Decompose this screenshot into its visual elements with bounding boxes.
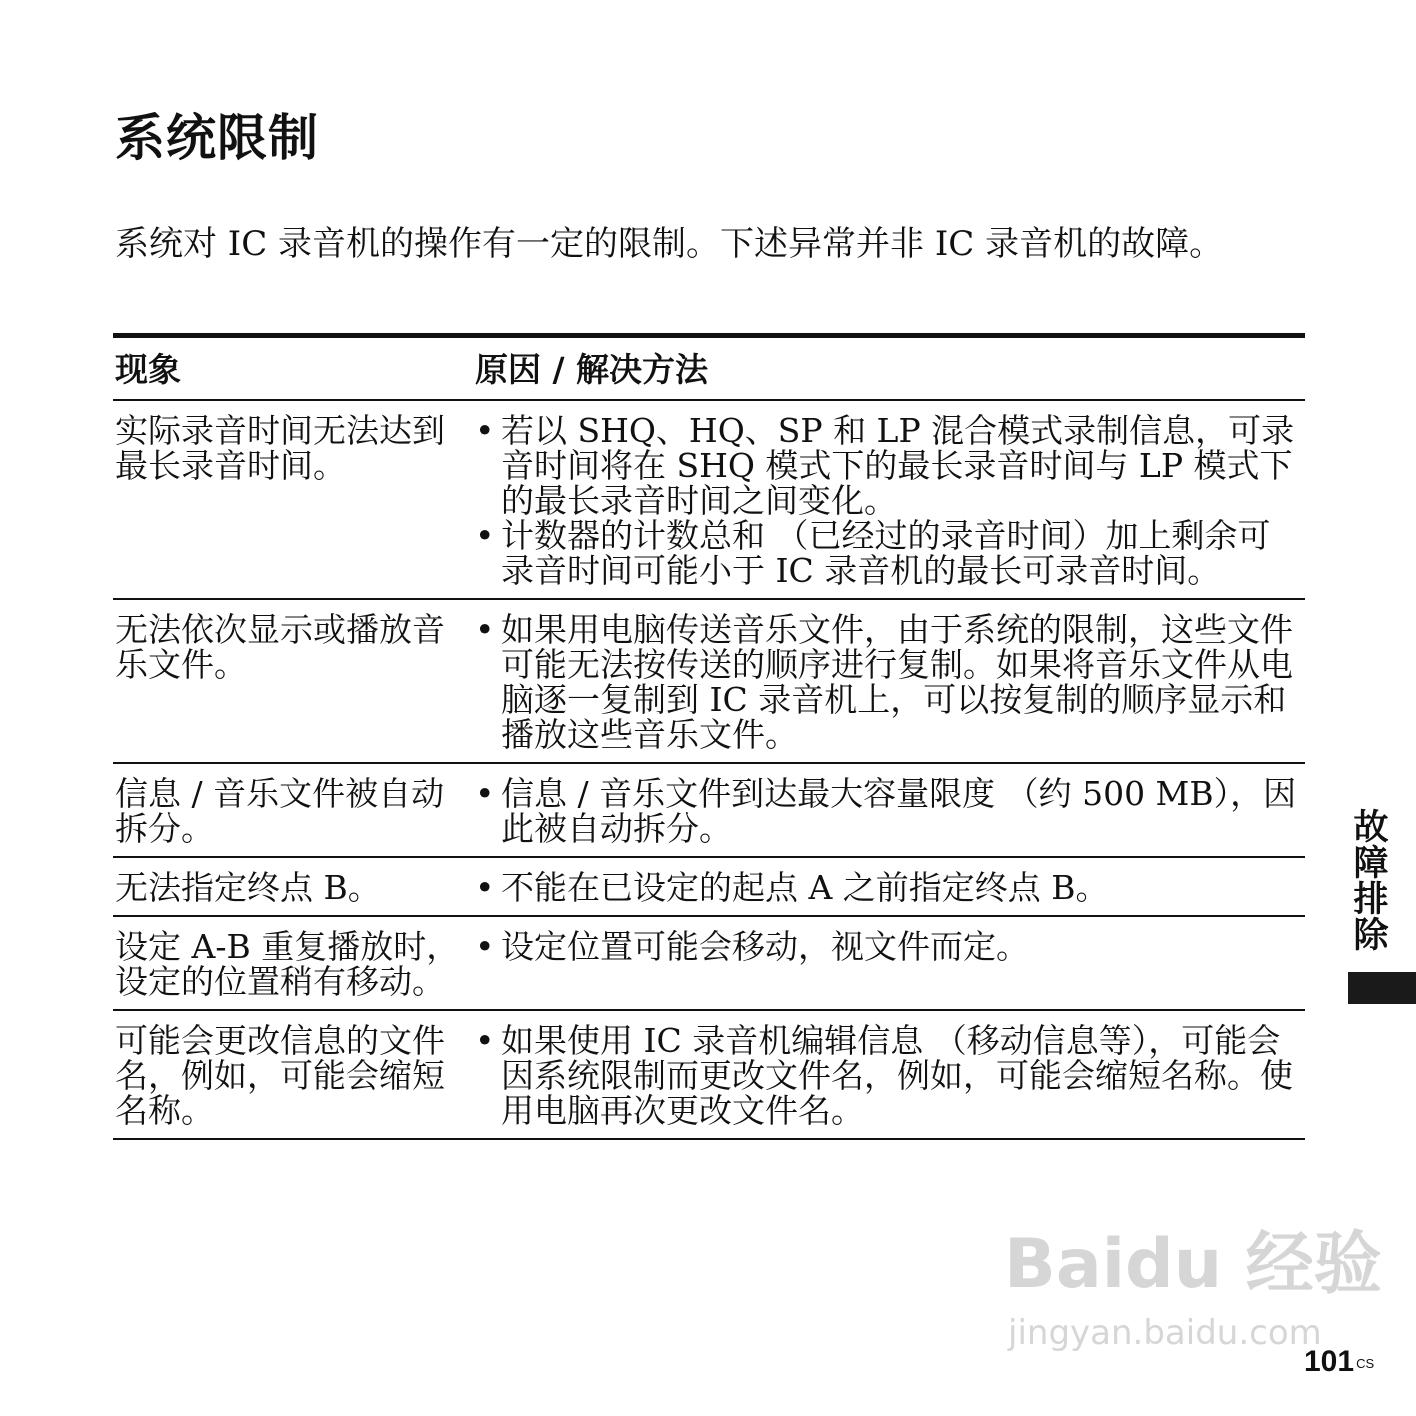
remedy-list xyxy=(475,870,1299,905)
remedy-item: • 设定位置可能会移动，视文件而定。 xyxy=(475,929,1299,964)
table-row xyxy=(113,1010,1305,1139)
section-tab-marker xyxy=(1348,972,1416,1004)
page-number-value: 101 xyxy=(1304,1345,1355,1378)
symptom-cell: 无法指定终点 B。 xyxy=(115,868,381,907)
page-number xyxy=(1304,1344,1374,1380)
troubleshooting-table xyxy=(113,333,1305,1140)
symptom-cell: 无法依次显示或播放音乐文件。 xyxy=(115,610,445,684)
remedy-cell xyxy=(475,916,1305,1010)
remedy-list xyxy=(475,413,1299,588)
table-header-row xyxy=(113,336,1305,401)
remedy-item: • 若以 SHQ、HQ、SP 和 LP 混合模式录制信息，可录音时间将在 SHQ 模式下的最长录音时间与 LP 模式下的最长录音时间之间变化。 xyxy=(475,413,1299,518)
remedy-list xyxy=(475,612,1299,752)
remedy-item: • 如果用电脑传送音乐文件，由于系统的限制，这些文件可能无法按传送的顺序进行复制。如果将音乐文件从电脑逐一复制到 IC 录音机上，可以按复制的顺序显示和播放这些音乐文件。 xyxy=(475,612,1299,752)
table-row xyxy=(113,916,1305,1010)
symptom-cell: 设定 A-B 重复播放时，设定的位置稍有移动。 xyxy=(115,927,460,1001)
watermark-brand: Baidu 经验 xyxy=(1004,1225,1382,1304)
intro-paragraph: 系统对 IC 录音机的操作有一定的限制。下述异常并非 IC 录音机的故障。 xyxy=(115,224,1224,264)
remedy-cell xyxy=(475,1010,1305,1139)
header-symptom: 现象 xyxy=(115,350,181,389)
remedy-cell xyxy=(475,857,1305,916)
page-title: 系统限制 xyxy=(115,109,319,167)
remedy-item: • 计数器的计数总和 （已经过的录音时间）加上剩余可录音时间可能小于 IC 录音机的最长可录音时间。 xyxy=(475,518,1299,588)
table-row xyxy=(113,763,1305,857)
remedy-item: • 如果使用 IC 录音机编辑信息 （移动信息等），可能会因系统限制而更改文件名，例如，可能会缩短名称。使用电脑再次更改文件名。 xyxy=(475,1023,1299,1128)
section-tab-label: 故障排除 xyxy=(1348,808,1388,952)
watermark-site: jingyan.baidu.com xyxy=(1008,1313,1322,1353)
remedy-list xyxy=(475,776,1299,846)
remedy-cell xyxy=(475,400,1305,599)
symptom-cell: 可能会更改信息的文件名，例如，可能会缩短名称。 xyxy=(115,1021,445,1130)
remedy-cell xyxy=(475,763,1305,857)
remedy-item: • 信息 / 音乐文件到达最大容量限度 （约 500 MB），因此被自动拆分。 xyxy=(475,776,1299,846)
remedy-list xyxy=(475,1023,1299,1128)
remedy-list xyxy=(475,929,1299,964)
remedy-item: • 不能在已设定的起点 A 之前指定终点 B。 xyxy=(475,870,1299,905)
table-row xyxy=(113,599,1305,763)
symptom-cell: 实际录音时间无法达到最长录音时间。 xyxy=(115,411,445,485)
table-row xyxy=(113,400,1305,599)
symptom-cell: 信息 / 音乐文件被自动拆分。 xyxy=(115,774,445,848)
page-number-suffix: CS xyxy=(1356,1356,1375,1371)
table-row xyxy=(113,857,1305,916)
header-remedy: 原因 / 解决方法 xyxy=(475,350,709,389)
remedy-cell xyxy=(475,599,1305,763)
